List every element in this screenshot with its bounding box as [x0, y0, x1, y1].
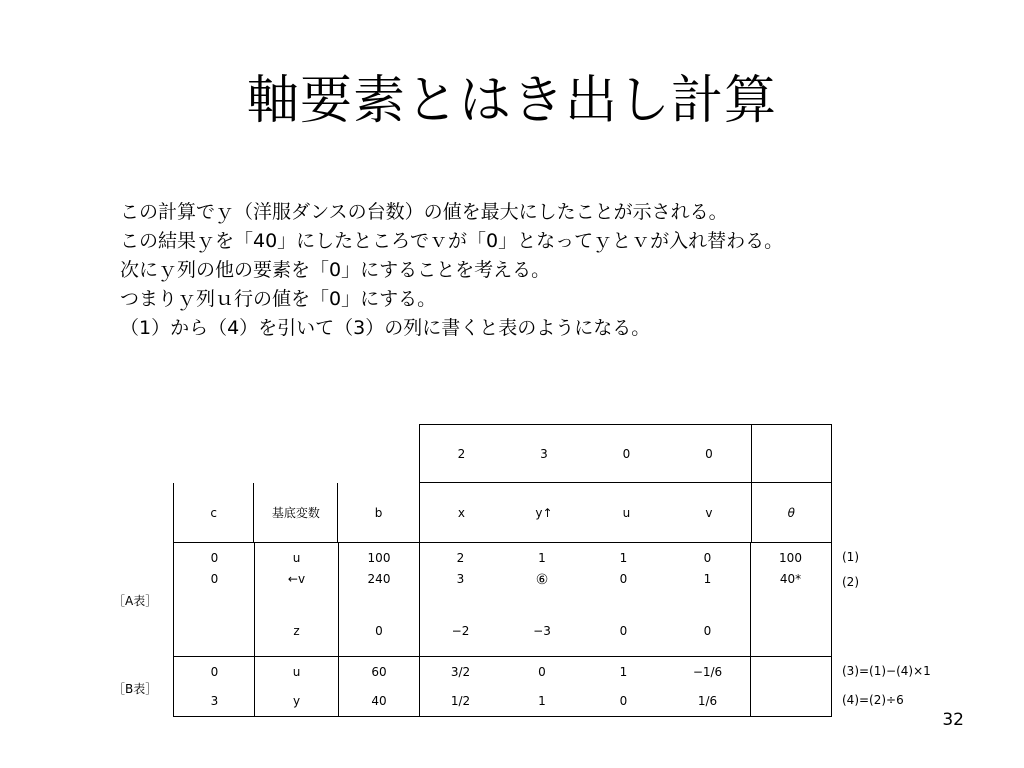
cell-y: 1 — [538, 693, 546, 708]
a-table-label: ［A表］ — [113, 594, 158, 608]
body-paragraph — [120, 198, 783, 343]
header-basis: 基底変数 — [254, 483, 338, 543]
cell-u: 0 — [619, 572, 628, 586]
cell-basis: u — [255, 544, 339, 572]
cell-theta: 40* — [779, 572, 802, 586]
body-line: この計算でｙ（洋服ダンスの台数）の値を最大にしたことが示される。 — [120, 201, 728, 223]
cell-u: 1 — [619, 550, 628, 565]
cell-b: 0 — [339, 606, 420, 656]
cell-x: 2 — [456, 550, 465, 565]
cell-theta — [751, 606, 831, 656]
cell-x: 1/2 — [450, 693, 471, 708]
header-b: b — [338, 483, 419, 543]
cell-c: 3 — [175, 686, 255, 716]
cell-basis: u — [255, 658, 339, 686]
body-line: （1）から（4）を引いて（3）の列に書くと表のようになる。 — [120, 317, 651, 339]
table-row — [175, 572, 831, 606]
header-x: x — [457, 505, 466, 520]
coefficient-cells — [419, 425, 751, 483]
table-row — [175, 686, 831, 716]
simplex-table — [173, 424, 942, 717]
cell-y: 0 — [538, 664, 546, 679]
b-table-block — [174, 657, 942, 717]
cell-v: 0 — [665, 544, 751, 572]
cell-x: −2 — [451, 623, 470, 638]
row-note: (3)=(1)−(4)×1 — [842, 664, 931, 678]
header-vars — [419, 483, 751, 543]
b-table-label: ［B表］ — [113, 682, 158, 696]
slide-title: 軸要素とはき出し計算 — [246, 71, 777, 131]
table-row — [175, 606, 831, 656]
cell-b: 40 — [339, 686, 420, 716]
header-y: y↑ — [535, 505, 553, 520]
cell-v: 1/6 — [665, 686, 751, 716]
cell-basis: y — [255, 686, 339, 716]
body-line: 次にｙ列の他の要素を「0」にすることを考える。 — [120, 259, 551, 281]
cell-u: 0 — [619, 693, 628, 708]
pivot-element: ⑥ — [535, 572, 549, 588]
cell-v: 1 — [665, 572, 751, 606]
cell-basis: z — [255, 606, 339, 656]
cell-b: 100 — [339, 544, 420, 572]
cell-v: −1/6 — [665, 658, 751, 686]
cell-x: 3 — [456, 572, 465, 586]
cell-y: −3 — [533, 623, 551, 638]
a-table-block — [174, 543, 942, 657]
coef-v: 0 — [705, 446, 713, 461]
cell-b: 60 — [339, 658, 420, 686]
header-u: u — [622, 505, 631, 520]
body-line: この結果ｙを「40」にしたところでｖが「0」となってｙとｖが入れ替わる。 — [120, 230, 784, 252]
cell-u: 0 — [619, 623, 628, 638]
cell-c: 0 — [175, 572, 255, 606]
coef-u: 0 — [622, 446, 631, 461]
cell-c: 0 — [175, 544, 255, 572]
cell-basis: ←v — [255, 572, 339, 606]
row-note: (1) — [842, 550, 859, 564]
cell-x: 3/2 — [450, 664, 471, 679]
cell-y: 1 — [538, 550, 546, 565]
coef-y: 3 — [540, 446, 548, 461]
header-c: c — [174, 483, 254, 543]
header-row — [174, 483, 942, 543]
page-number: 32 — [942, 710, 964, 730]
row-note: (4)=(2)÷6 — [842, 693, 904, 707]
cell-theta — [751, 686, 831, 716]
coef-x: 2 — [457, 446, 466, 461]
table-row — [175, 658, 831, 686]
row-note: (2) — [842, 575, 859, 589]
header-v: v — [705, 505, 713, 520]
coefficient-row — [174, 425, 942, 483]
table-row — [175, 544, 831, 572]
cell-c — [175, 606, 255, 656]
body-line: つまりｙ列ｕ行の値を「0」にする。 — [120, 288, 437, 310]
cell-v: 0 — [665, 606, 751, 656]
cell-c: 0 — [175, 658, 255, 686]
header-theta: θ — [751, 483, 831, 543]
cell-u: 1 — [619, 664, 628, 679]
cell-theta: 100 — [779, 550, 802, 565]
cell-theta — [751, 658, 831, 686]
cell-b: 240 — [339, 572, 420, 606]
